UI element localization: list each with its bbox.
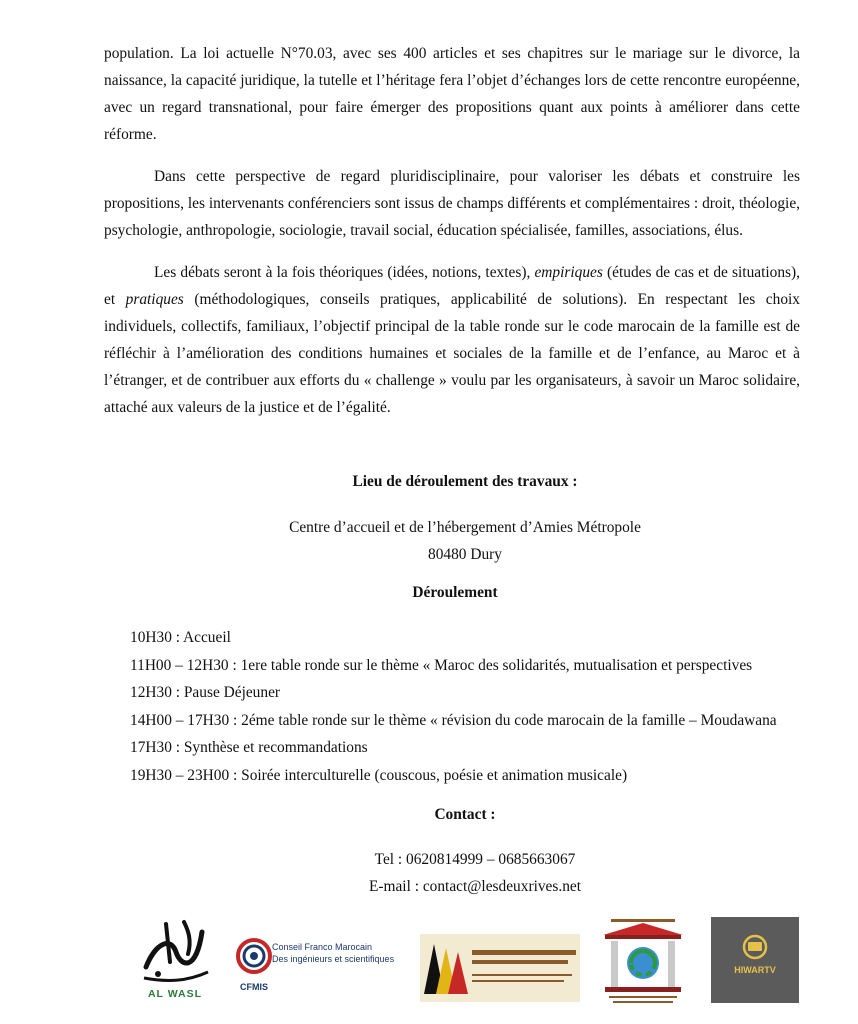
document-page — [104, 40, 800, 895]
contact-heading: Contact : — [434, 806, 496, 823]
schedule-item: 19H30 – 23H00 : Soirée interculturelle (couscous, poésie et animation musicale) — [130, 766, 628, 784]
lieu-address — [104, 514, 826, 568]
contact-phone: Tel : 0620814999 – 0685663067 — [374, 851, 576, 868]
contact-email: E-mail : contact@lesdeuxrives.net — [368, 878, 582, 895]
hiwar-tv-logo — [711, 917, 799, 1003]
alwasl-label: AL WASL — [147, 988, 203, 1000]
cfmis-line-1: Conseil Franco Marocain — [272, 942, 373, 952]
cfmis-emblem-icon — [236, 934, 272, 982]
paragraph-1: population. La loi actuelle N°70.03, avec ses 400 articles et ses chapitres sur le mariage sur le divorce, la naissance, la capacité juridique, la tutelle et l’héritage fera l’objet d’échanges lors de cette rencontre européenne, avec un regard transnational, pour faire émerger des propositions quant aux points à améliorer dans cette réforme. — [104, 45, 800, 143]
address-line-2: 80480 Dury — [428, 546, 502, 563]
deroulement-heading: Déroulement — [412, 584, 498, 601]
cfmis-abbr: CFMIS — [240, 982, 268, 992]
alwasl-calligraphy-icon — [136, 912, 214, 984]
hiwar-tv-label: HIWARTV — [734, 965, 776, 975]
forum-logo — [420, 934, 580, 1002]
schedule-item: 11H00 – 12H30 : 1ere table ronde sur le thème « Maroc des solidarités, mutualisation et perspectives — [130, 656, 753, 674]
paragraph-2: Dans cette perspective de regard pluridisciplinaire, pour valoriser les débats et construire les propositions, les intervenants conférenciers sont issus de champs différents et complémentaires : droit, théologie, psychologie, anthropologie, sociologie, travail social, éducation spécialisée, familles, associations, élus. — [104, 168, 800, 239]
schedule-item: 14H00 – 17H30 : 2éme table ronde sur le thème « révision du code marocain de la famille – Moudawana — [130, 711, 777, 729]
schedule-list — [130, 624, 820, 789]
schedule-item: 12H30 : Pause Déjeuner — [130, 684, 281, 701]
contact-info — [104, 846, 846, 900]
cfmis-line-2: Des ingénieurs et scientifiques — [272, 954, 395, 964]
paragraph-3: Les débats seront à la fois théoriques (idées, notions, textes), empiriques (études de cas et de situations), et pratiques (méthodologiques, conseils pratiques, applicabilité de solutions). En respectant les choix individuels, collectifs, familiaux, l’objectif principal de la table ronde sur le code marocain de la famille est de réfléchir à l’amélioration des conditions humaines et sociales de la famille et de l’enfance, au Maroc et à l’étranger, et de contribuer aux efforts du « challenge » voulu par les organisateurs, à savoir un Maroc solidaire, attaché aux valeurs de la justice et de l’égalité. — [104, 264, 800, 416]
forum-banner-icon — [420, 934, 580, 1002]
schedule-item: 17H30 : Synthèse et recommandations — [130, 739, 368, 756]
parliament-building-icon — [597, 917, 689, 1005]
parliament-logo — [597, 917, 689, 1005]
alwasl-logo — [136, 912, 214, 1000]
cfmis-logo — [236, 932, 400, 998]
address-line-1: Centre d’accueil et de l’hébergement d’Amies Métropole — [289, 519, 641, 536]
hiwar-tv-screen-icon — [711, 917, 799, 965]
schedule-item: 10H30 : Accueil — [130, 629, 231, 646]
lieu-heading: Lieu de déroulement des travaux : — [352, 473, 578, 490]
